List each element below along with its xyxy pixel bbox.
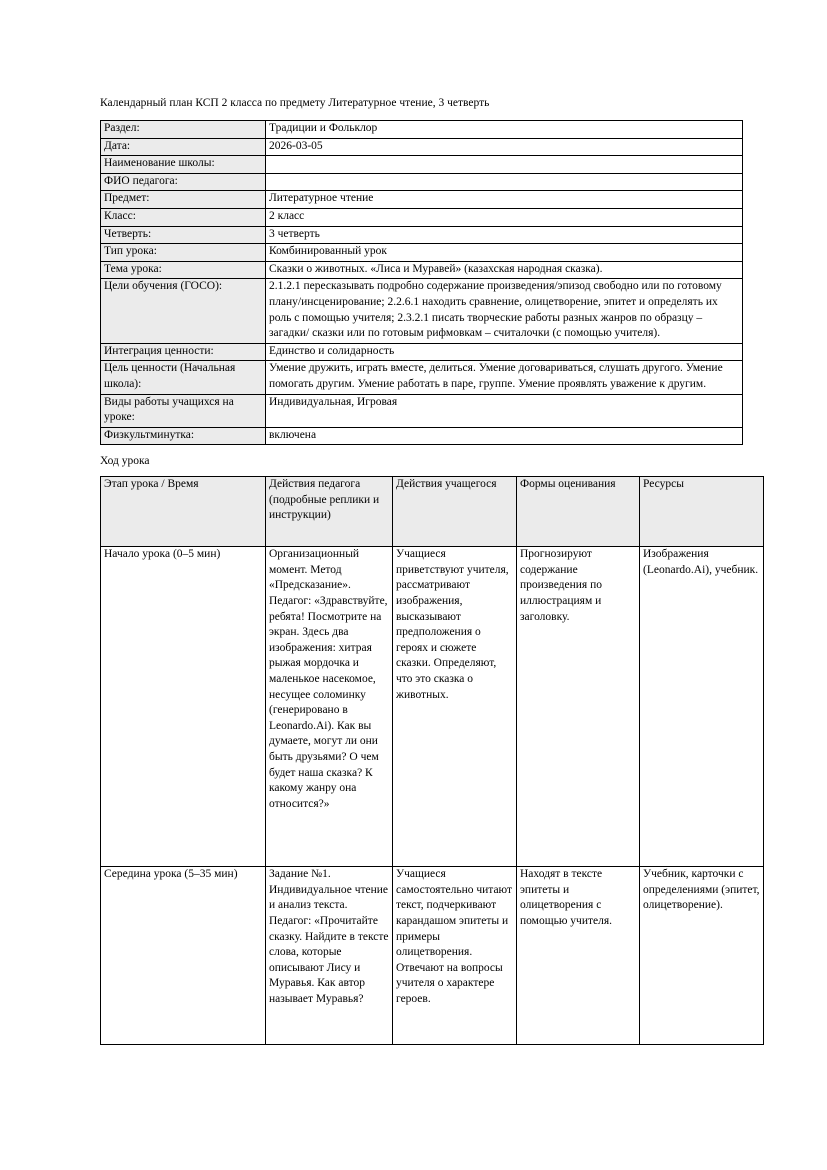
info-label: Дата: [101, 138, 266, 156]
column-header-student: Действия учащегося [393, 477, 517, 547]
info-value: 2 класс [266, 208, 743, 226]
info-value: Традиции и Фольклор [266, 121, 743, 139]
info-label: ФИО педагога: [101, 173, 266, 191]
cell-assessment: Находят в тексте эпитеты и олицетворения с помощью учителя. [517, 867, 640, 1045]
table-row [101, 261, 743, 279]
cell-teacher: Задание №1. Индивидуальное чтение и анализ текста. Педагог: «Прочитайте сказку. Найдите в тексте слова, которые описывают Лису и Муравья. Как автор называет Муравья? [266, 867, 393, 1045]
table-row [101, 173, 743, 191]
table-row [101, 191, 743, 209]
info-label: Предмет: [101, 191, 266, 209]
cell-resources: Изображения (Leonardo.Ai), учебник. [640, 547, 764, 867]
table-row [101, 427, 743, 445]
info-label: Тип урока: [101, 244, 266, 262]
table-header-row [101, 477, 764, 547]
cell-resources: Учебник, карточки с определениями (эпитет, олицетворение). [640, 867, 764, 1045]
page-title: Календарный план КСП 2 класса по предмету Литературное чтение, 3 четверть [100, 97, 490, 109]
cell-assessment: Прогнозируют содержание произведения по иллюстрациям и заголовку. [517, 547, 640, 867]
info-value: Умение дружить, играть вместе, делиться. Умение договариваться, слушать другого. Умение помогать другим. Умение работать в паре, группе. Умение проявлять уважение к другим. [266, 361, 743, 394]
info-label: Интеграция ценности: [101, 343, 266, 361]
table-row [101, 394, 743, 427]
info-value [266, 173, 743, 191]
info-label: Тема урока: [101, 261, 266, 279]
info-table-body [101, 121, 743, 445]
table-row [101, 867, 764, 1045]
info-value: включена [266, 427, 743, 445]
table-row [101, 361, 743, 394]
info-label: Виды работы учащихся на уроке: [101, 394, 266, 427]
table-row [101, 208, 743, 226]
info-value: Комбинированный урок [266, 244, 743, 262]
cell-student: Учащиеся приветствуют учителя, рассматривают изображения, высказывают предположения о героях и сюжете сказки. Определяют, что это сказка о животных. [393, 547, 517, 867]
info-label: Цель ценности (Начальная школа): [101, 361, 266, 394]
info-value: 2.1.2.1 пересказывать подробно содержание произведения/эпизод свободно или по готовому плану/инсценирование; 2.2.6.1 находить сравнение, олицетворение, эпитет и определять их роль с помощью учителя; 2.3.2.1 писать творческие работы разных жанров по образцу – загадки/ сказки или по готовым рифмовкам – считалочки (с помощью учителя). [266, 279, 743, 343]
lesson-table-body [101, 547, 764, 1045]
cell-stage: Начало урока (0–5 мин) [101, 547, 266, 867]
info-label: Раздел: [101, 121, 266, 139]
info-value: 2026-03-05 [266, 138, 743, 156]
cell-student: Учащиеся самостоятельно читают текст, подчеркивают карандашом эпитеты и примеры олицетворения. Отвечают на вопросы учителя о характере героев. [393, 867, 517, 1045]
lesson-info-table [100, 120, 743, 445]
info-value: Сказки о животных. «Лиса и Муравей» (казахская народная сказка). [266, 261, 743, 279]
column-header-stage: Этап урока / Время [101, 477, 266, 547]
info-label: Наименование школы: [101, 156, 266, 174]
column-header-resources: Ресурсы [640, 477, 764, 547]
lesson-table-head [101, 477, 764, 547]
info-value [266, 156, 743, 174]
section-caption-lesson-flow: Ход урока [100, 455, 150, 468]
column-header-teacher: Действия педагога (подробные реплики и инструкции) [266, 477, 393, 547]
table-row [101, 138, 743, 156]
column-header-assessment: Формы оценивания [517, 477, 640, 547]
info-value: 3 четверть [266, 226, 743, 244]
table-row [101, 343, 743, 361]
info-label: Цели обучения (ГОСО): [101, 279, 266, 343]
cell-teacher: Организационный момент. Метод «Предсказание». Педагог: «Здравствуйте, ребята! Посмотрите на экран. Здесь два изображения: хитрая рыжая мордочка и маленькое насекомое, несущее соломинку (генерировано в Leonardo.Ai). Как вы думаете, могут ли они быть друзьями? О чем будет наша сказка? К какому жанру она относится?» [266, 547, 393, 867]
cell-stage: Середина урока (5–35 мин) [101, 867, 266, 1045]
table-row [101, 279, 743, 343]
lesson-flow-table [100, 476, 764, 1045]
table-row [101, 547, 764, 867]
info-value: Литературное чтение [266, 191, 743, 209]
table-row [101, 244, 743, 262]
info-value: Единство и солидарность [266, 343, 743, 361]
info-value: Индивидуальная, Игровая [266, 394, 743, 427]
table-row [101, 156, 743, 174]
table-row [101, 226, 743, 244]
info-label: Класс: [101, 208, 266, 226]
info-label: Физкультминутка: [101, 427, 266, 445]
table-row [101, 121, 743, 139]
info-label: Четверть: [101, 226, 266, 244]
